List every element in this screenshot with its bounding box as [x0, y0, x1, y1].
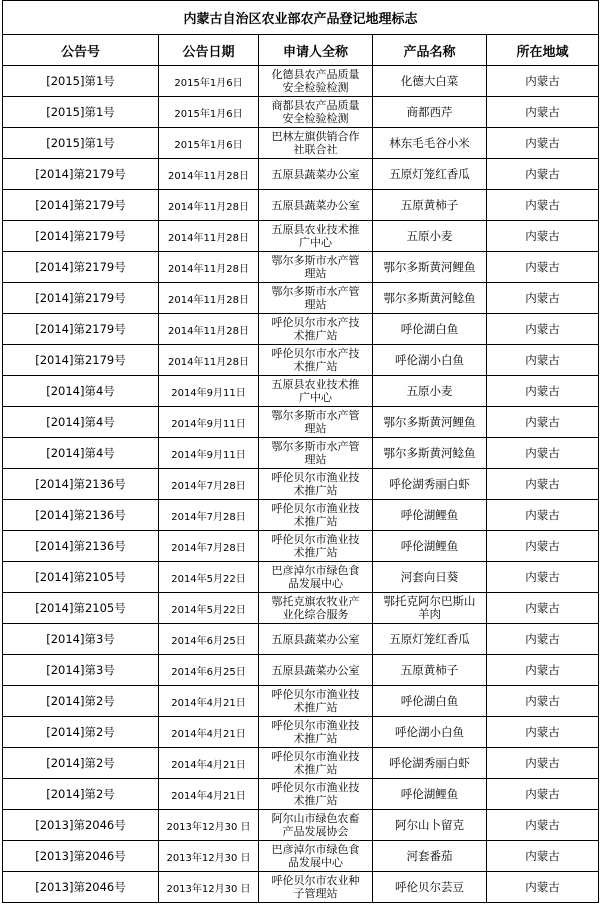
- cell-announcement-no: [2014]第3号: [3, 624, 159, 655]
- cell-applicant: [259, 624, 373, 655]
- cell-product: [373, 810, 487, 841]
- table-row: [3, 376, 599, 407]
- cell-product: [373, 779, 487, 810]
- cell-product-text: 五原黄柿子: [400, 662, 459, 677]
- cell-announcement-no: [2013]第2046号: [3, 872, 159, 903]
- cell-region: 内蒙古: [487, 345, 599, 376]
- cell-applicant: [259, 314, 373, 345]
- cell-applicant-text: 化德县农产品质量安全检验检测: [271, 68, 360, 94]
- cell-announcement-no: [2014]第2179号: [3, 314, 159, 345]
- cell-applicant-text: 呼伦贝尔市水产技术推广站: [271, 316, 360, 342]
- cell-announcement-no: [2014]第2136号: [3, 531, 159, 562]
- cell-applicant: [259, 841, 373, 872]
- cell-region: 内蒙古: [487, 779, 599, 810]
- cell-applicant: [259, 283, 373, 314]
- cell-applicant-text: 巴彦淖尔市绿色食品发展中心: [271, 843, 360, 869]
- cell-announcement-date: 2013年12月30 日: [159, 810, 259, 841]
- cell-product-text: 呼伦湖小白鱼: [395, 724, 464, 739]
- cell-region: 内蒙古: [487, 655, 599, 686]
- table-row: [3, 407, 599, 438]
- cell-applicant: [259, 376, 373, 407]
- cell-announcement-date: 2014年4月21日: [159, 717, 259, 748]
- table-row: [3, 190, 599, 221]
- header-announcement-no: 公告号: [3, 35, 159, 66]
- table-row: [3, 531, 599, 562]
- cell-applicant-text: 巴彦淖尔市绿色食品发展中心: [271, 564, 360, 590]
- cell-applicant-text: 阿尔山市绿色农畜产品发展协会: [271, 812, 360, 838]
- cell-product-text: 呼伦湖白鱼: [400, 693, 459, 708]
- cell-product: [373, 624, 487, 655]
- cell-applicant-text: 呼伦贝尔市渔业技术推广站: [271, 688, 360, 714]
- cell-applicant-text: 五原县农业技术推广中心: [271, 223, 360, 249]
- cell-region: 内蒙古: [487, 221, 599, 252]
- cell-applicant: [259, 66, 373, 97]
- cell-applicant-text: 五原县蔬菜办公室: [271, 167, 360, 181]
- cell-applicant-text: 呼伦贝尔市渔业技术推广站: [271, 533, 360, 559]
- cell-applicant: [259, 221, 373, 252]
- table-row: [3, 97, 599, 128]
- cell-announcement-date: 2014年11月28日: [159, 190, 259, 221]
- cell-announcement-no: [2014]第2105号: [3, 593, 159, 624]
- cell-product-text: 呼伦湖鲤鱼: [400, 538, 459, 553]
- cell-applicant: [259, 810, 373, 841]
- cell-announcement-date: 2015年1月6日: [159, 97, 259, 128]
- cell-applicant: [259, 128, 373, 159]
- cell-product: [373, 376, 487, 407]
- cell-announcement-date: 2014年5月22日: [159, 593, 259, 624]
- cell-product: [373, 314, 487, 345]
- cell-announcement-no: [2014]第2号: [3, 717, 159, 748]
- cell-product-text: 五原灯笼红香瓜: [389, 631, 470, 646]
- cell-product-text: 河套番茄: [406, 848, 453, 863]
- cell-region: 内蒙古: [487, 500, 599, 531]
- cell-announcement-date: 2014年9月11日: [159, 407, 259, 438]
- cell-announcement-date: 2014年11月28日: [159, 159, 259, 190]
- cell-applicant: [259, 872, 373, 903]
- cell-applicant: [259, 686, 373, 717]
- cell-product-text: 鄂尔多斯黄河鲤鱼: [383, 259, 476, 274]
- table-row: [3, 593, 599, 624]
- cell-region: 内蒙古: [487, 283, 599, 314]
- cell-product-text: 呼伦湖小白鱼: [395, 352, 464, 367]
- cell-announcement-date: 2014年7月28日: [159, 500, 259, 531]
- cell-announcement-no: [2015]第1号: [3, 66, 159, 97]
- cell-announcement-no: [2014]第2号: [3, 686, 159, 717]
- table-row: [3, 748, 599, 779]
- cell-applicant-text: 呼伦贝尔市渔业技术推广站: [271, 750, 360, 776]
- cell-announcement-date: 2014年11月28日: [159, 221, 259, 252]
- cell-product-text: 鄂托克阿尔巴斯山羊肉: [383, 594, 476, 621]
- table-row: [3, 128, 599, 159]
- cell-announcement-date: 2014年4月21日: [159, 748, 259, 779]
- cell-product: [373, 686, 487, 717]
- table-row: [3, 779, 599, 810]
- cell-product-text: 呼伦湖秀丽白虾: [389, 755, 470, 770]
- cell-applicant-text: 鄂托克旗农牧业产业化综合服务: [271, 595, 360, 621]
- cell-product: [373, 128, 487, 159]
- cell-applicant: [259, 345, 373, 376]
- cell-applicant-text: 呼伦贝尔市渔业技术推广站: [271, 471, 360, 497]
- table-row: [3, 283, 599, 314]
- cell-region: 内蒙古: [487, 438, 599, 469]
- cell-announcement-date: 2013年12月30 日: [159, 872, 259, 903]
- cell-region: 内蒙古: [487, 810, 599, 841]
- cell-applicant-text: 呼伦贝尔市渔业技术推广站: [271, 719, 360, 745]
- cell-region: 内蒙古: [487, 748, 599, 779]
- cell-region: 内蒙古: [487, 376, 599, 407]
- cell-announcement-date: 2015年1月6日: [159, 128, 259, 159]
- cell-product: [373, 345, 487, 376]
- cell-announcement-no: [2014]第2179号: [3, 252, 159, 283]
- cell-applicant-text: 五原县农业技术推广中心: [271, 378, 360, 404]
- cell-region: 内蒙古: [487, 531, 599, 562]
- cell-announcement-date: 2014年6月25日: [159, 624, 259, 655]
- cell-announcement-date: 2014年4月21日: [159, 686, 259, 717]
- cell-region: 内蒙古: [487, 841, 599, 872]
- table-row: [3, 841, 599, 872]
- table-row: [3, 872, 599, 903]
- cell-applicant: [259, 655, 373, 686]
- cell-announcement-date: 2015年1月6日: [159, 66, 259, 97]
- cell-product: [373, 748, 487, 779]
- cell-product-text: 呼伦湖鲤鱼: [400, 507, 459, 522]
- cell-announcement-date: 2014年11月28日: [159, 283, 259, 314]
- cell-region: 内蒙古: [487, 190, 599, 221]
- header-applicant: 申请人全称: [259, 35, 373, 66]
- table-row: [3, 624, 599, 655]
- table-row: [3, 159, 599, 190]
- cell-region: 内蒙古: [487, 66, 599, 97]
- cell-product: [373, 221, 487, 252]
- cell-product-text: 林东毛毛谷小米: [389, 135, 470, 150]
- cell-product: [373, 283, 487, 314]
- cell-region: 内蒙古: [487, 624, 599, 655]
- registration-table: [2, 0, 599, 903]
- cell-announcement-no: [2014]第2号: [3, 748, 159, 779]
- cell-region: 内蒙古: [487, 872, 599, 903]
- cell-announcement-date: 2014年11月28日: [159, 345, 259, 376]
- table-row: [3, 345, 599, 376]
- cell-announcement-no: [2014]第2136号: [3, 469, 159, 500]
- cell-product: [373, 593, 487, 624]
- header-announcement-date: 公告日期: [159, 35, 259, 66]
- table-row: [3, 438, 599, 469]
- cell-applicant: [259, 97, 373, 128]
- cell-applicant-text: 五原县蔬菜办公室: [271, 198, 360, 212]
- cell-region: 内蒙古: [487, 314, 599, 345]
- cell-product-text: 鄂尔多斯黄河鲤鱼: [383, 414, 476, 429]
- cell-applicant: [259, 469, 373, 500]
- table-row: [3, 500, 599, 531]
- header-region: 所在地域: [487, 35, 599, 66]
- cell-applicant: [259, 252, 373, 283]
- cell-announcement-no: [2014]第4号: [3, 376, 159, 407]
- cell-product-text: 化德大白菜: [400, 73, 459, 88]
- cell-applicant-text: 鄂尔多斯市水产管理站: [271, 254, 360, 280]
- cell-applicant: [259, 748, 373, 779]
- cell-product: [373, 562, 487, 593]
- cell-product: [373, 872, 487, 903]
- cell-region: 内蒙古: [487, 717, 599, 748]
- cell-applicant-text: 呼伦贝尔市水产技术推广站: [271, 347, 360, 373]
- cell-product: [373, 500, 487, 531]
- cell-applicant-text: 呼伦贝尔市渔业技术推广站: [271, 781, 360, 807]
- cell-announcement-date: 2014年6月25日: [159, 655, 259, 686]
- cell-product-text: 阿尔山卜留克: [395, 817, 464, 832]
- cell-announcement-no: [2015]第1号: [3, 97, 159, 128]
- cell-announcement-no: [2014]第2105号: [3, 562, 159, 593]
- table-title: 内蒙古自治区农业部农产品登记地理标志: [3, 1, 599, 35]
- cell-product-text: 五原小麦: [406, 228, 453, 243]
- cell-announcement-no: [2013]第2046号: [3, 841, 159, 872]
- cell-announcement-no: [2014]第2179号: [3, 190, 159, 221]
- cell-region: 内蒙古: [487, 562, 599, 593]
- cell-product-text: 鄂尔多斯黄河鲶鱼: [383, 445, 476, 460]
- cell-announcement-no: [2014]第2179号: [3, 283, 159, 314]
- table-row: [3, 717, 599, 748]
- cell-announcement-no: [2014]第2179号: [3, 345, 159, 376]
- cell-product-text: 五原灯笼红香瓜: [389, 166, 470, 181]
- cell-product: [373, 66, 487, 97]
- cell-region: 内蒙古: [487, 686, 599, 717]
- cell-announcement-no: [2014]第2179号: [3, 221, 159, 252]
- cell-product: [373, 407, 487, 438]
- table-row: [3, 66, 599, 97]
- cell-applicant-text: 鄂尔多斯市水产管理站: [271, 440, 360, 466]
- cell-applicant: [259, 500, 373, 531]
- cell-applicant: [259, 531, 373, 562]
- cell-product-text: 河套向日葵: [400, 569, 459, 584]
- cell-announcement-no: [2014]第2号: [3, 779, 159, 810]
- table-row: [3, 252, 599, 283]
- cell-announcement-no: [2015]第1号: [3, 128, 159, 159]
- cell-region: 内蒙古: [487, 593, 599, 624]
- cell-announcement-no: [2013]第2046号: [3, 810, 159, 841]
- table-row: [3, 686, 599, 717]
- cell-announcement-no: [2014]第2179号: [3, 159, 159, 190]
- cell-product-text: 鄂尔多斯黄河鲶鱼: [383, 290, 476, 305]
- cell-product-text: 五原黄柿子: [400, 197, 459, 212]
- cell-announcement-no: [2014]第4号: [3, 438, 159, 469]
- table-row: [3, 810, 599, 841]
- header-product: 产品名称: [373, 35, 487, 66]
- cell-applicant: [259, 438, 373, 469]
- table-row: [3, 314, 599, 345]
- cell-applicant-text: 呼伦贝尔市渔业技术推广站: [271, 502, 360, 528]
- cell-applicant-text: 巴林左旗供销合作社联合社: [271, 130, 360, 156]
- cell-applicant-text: 呼伦贝尔市农业种子管理站: [271, 874, 360, 900]
- cell-applicant: [259, 562, 373, 593]
- cell-announcement-no: [2014]第4号: [3, 407, 159, 438]
- cell-announcement-date: 2014年9月11日: [159, 438, 259, 469]
- cell-applicant: [259, 407, 373, 438]
- cell-applicant-text: 鄂尔多斯市水产管理站: [271, 409, 360, 435]
- cell-announcement-no: [2014]第2136号: [3, 500, 159, 531]
- table-row: [3, 221, 599, 252]
- cell-applicant: [259, 190, 373, 221]
- cell-applicant: [259, 593, 373, 624]
- cell-region: 内蒙古: [487, 252, 599, 283]
- cell-product: [373, 190, 487, 221]
- cell-product: [373, 717, 487, 748]
- cell-applicant: [259, 159, 373, 190]
- title-row: [3, 1, 599, 35]
- cell-product: [373, 469, 487, 500]
- cell-product: [373, 97, 487, 128]
- cell-announcement-date: 2014年5月22日: [159, 562, 259, 593]
- cell-announcement-date: 2014年4月21日: [159, 779, 259, 810]
- cell-applicant-text: 五原县蔬菜办公室: [271, 632, 360, 646]
- cell-region: 内蒙古: [487, 159, 599, 190]
- cell-applicant-text: 五原县蔬菜办公室: [271, 663, 360, 677]
- cell-applicant: [259, 779, 373, 810]
- table-row: [3, 562, 599, 593]
- header-row: [3, 35, 599, 66]
- cell-announcement-date: 2014年11月28日: [159, 252, 259, 283]
- cell-announcement-date: 2014年7月28日: [159, 531, 259, 562]
- cell-product: [373, 252, 487, 283]
- cell-region: 内蒙古: [487, 97, 599, 128]
- table-row: [3, 469, 599, 500]
- cell-applicant-text: 商都县农产品质量安全检验检测: [271, 99, 360, 125]
- cell-announcement-no: [2014]第3号: [3, 655, 159, 686]
- cell-announcement-date: 2014年9月11日: [159, 376, 259, 407]
- cell-product: [373, 841, 487, 872]
- table-row: [3, 655, 599, 686]
- cell-announcement-date: 2013年12月30 日: [159, 841, 259, 872]
- cell-region: 内蒙古: [487, 469, 599, 500]
- cell-product-text: 商都西芹: [406, 104, 453, 119]
- cell-product-text: 呼伦湖白鱼: [400, 321, 459, 336]
- cell-product-text: 五原小麦: [406, 383, 453, 398]
- cell-applicant: [259, 717, 373, 748]
- cell-announcement-date: 2014年11月28日: [159, 314, 259, 345]
- cell-region: 内蒙古: [487, 128, 599, 159]
- cell-announcement-date: 2014年7月28日: [159, 469, 259, 500]
- cell-region: 内蒙古: [487, 407, 599, 438]
- cell-product: [373, 438, 487, 469]
- cell-product: [373, 531, 487, 562]
- cell-product: [373, 159, 487, 190]
- cell-product-text: 呼伦贝尔芸豆: [395, 879, 464, 894]
- cell-product-text: 呼伦湖鲤鱼: [400, 786, 459, 801]
- cell-product-text: 呼伦湖秀丽白虾: [389, 476, 470, 491]
- cell-product: [373, 655, 487, 686]
- cell-applicant-text: 鄂尔多斯市水产管理站: [271, 285, 360, 311]
